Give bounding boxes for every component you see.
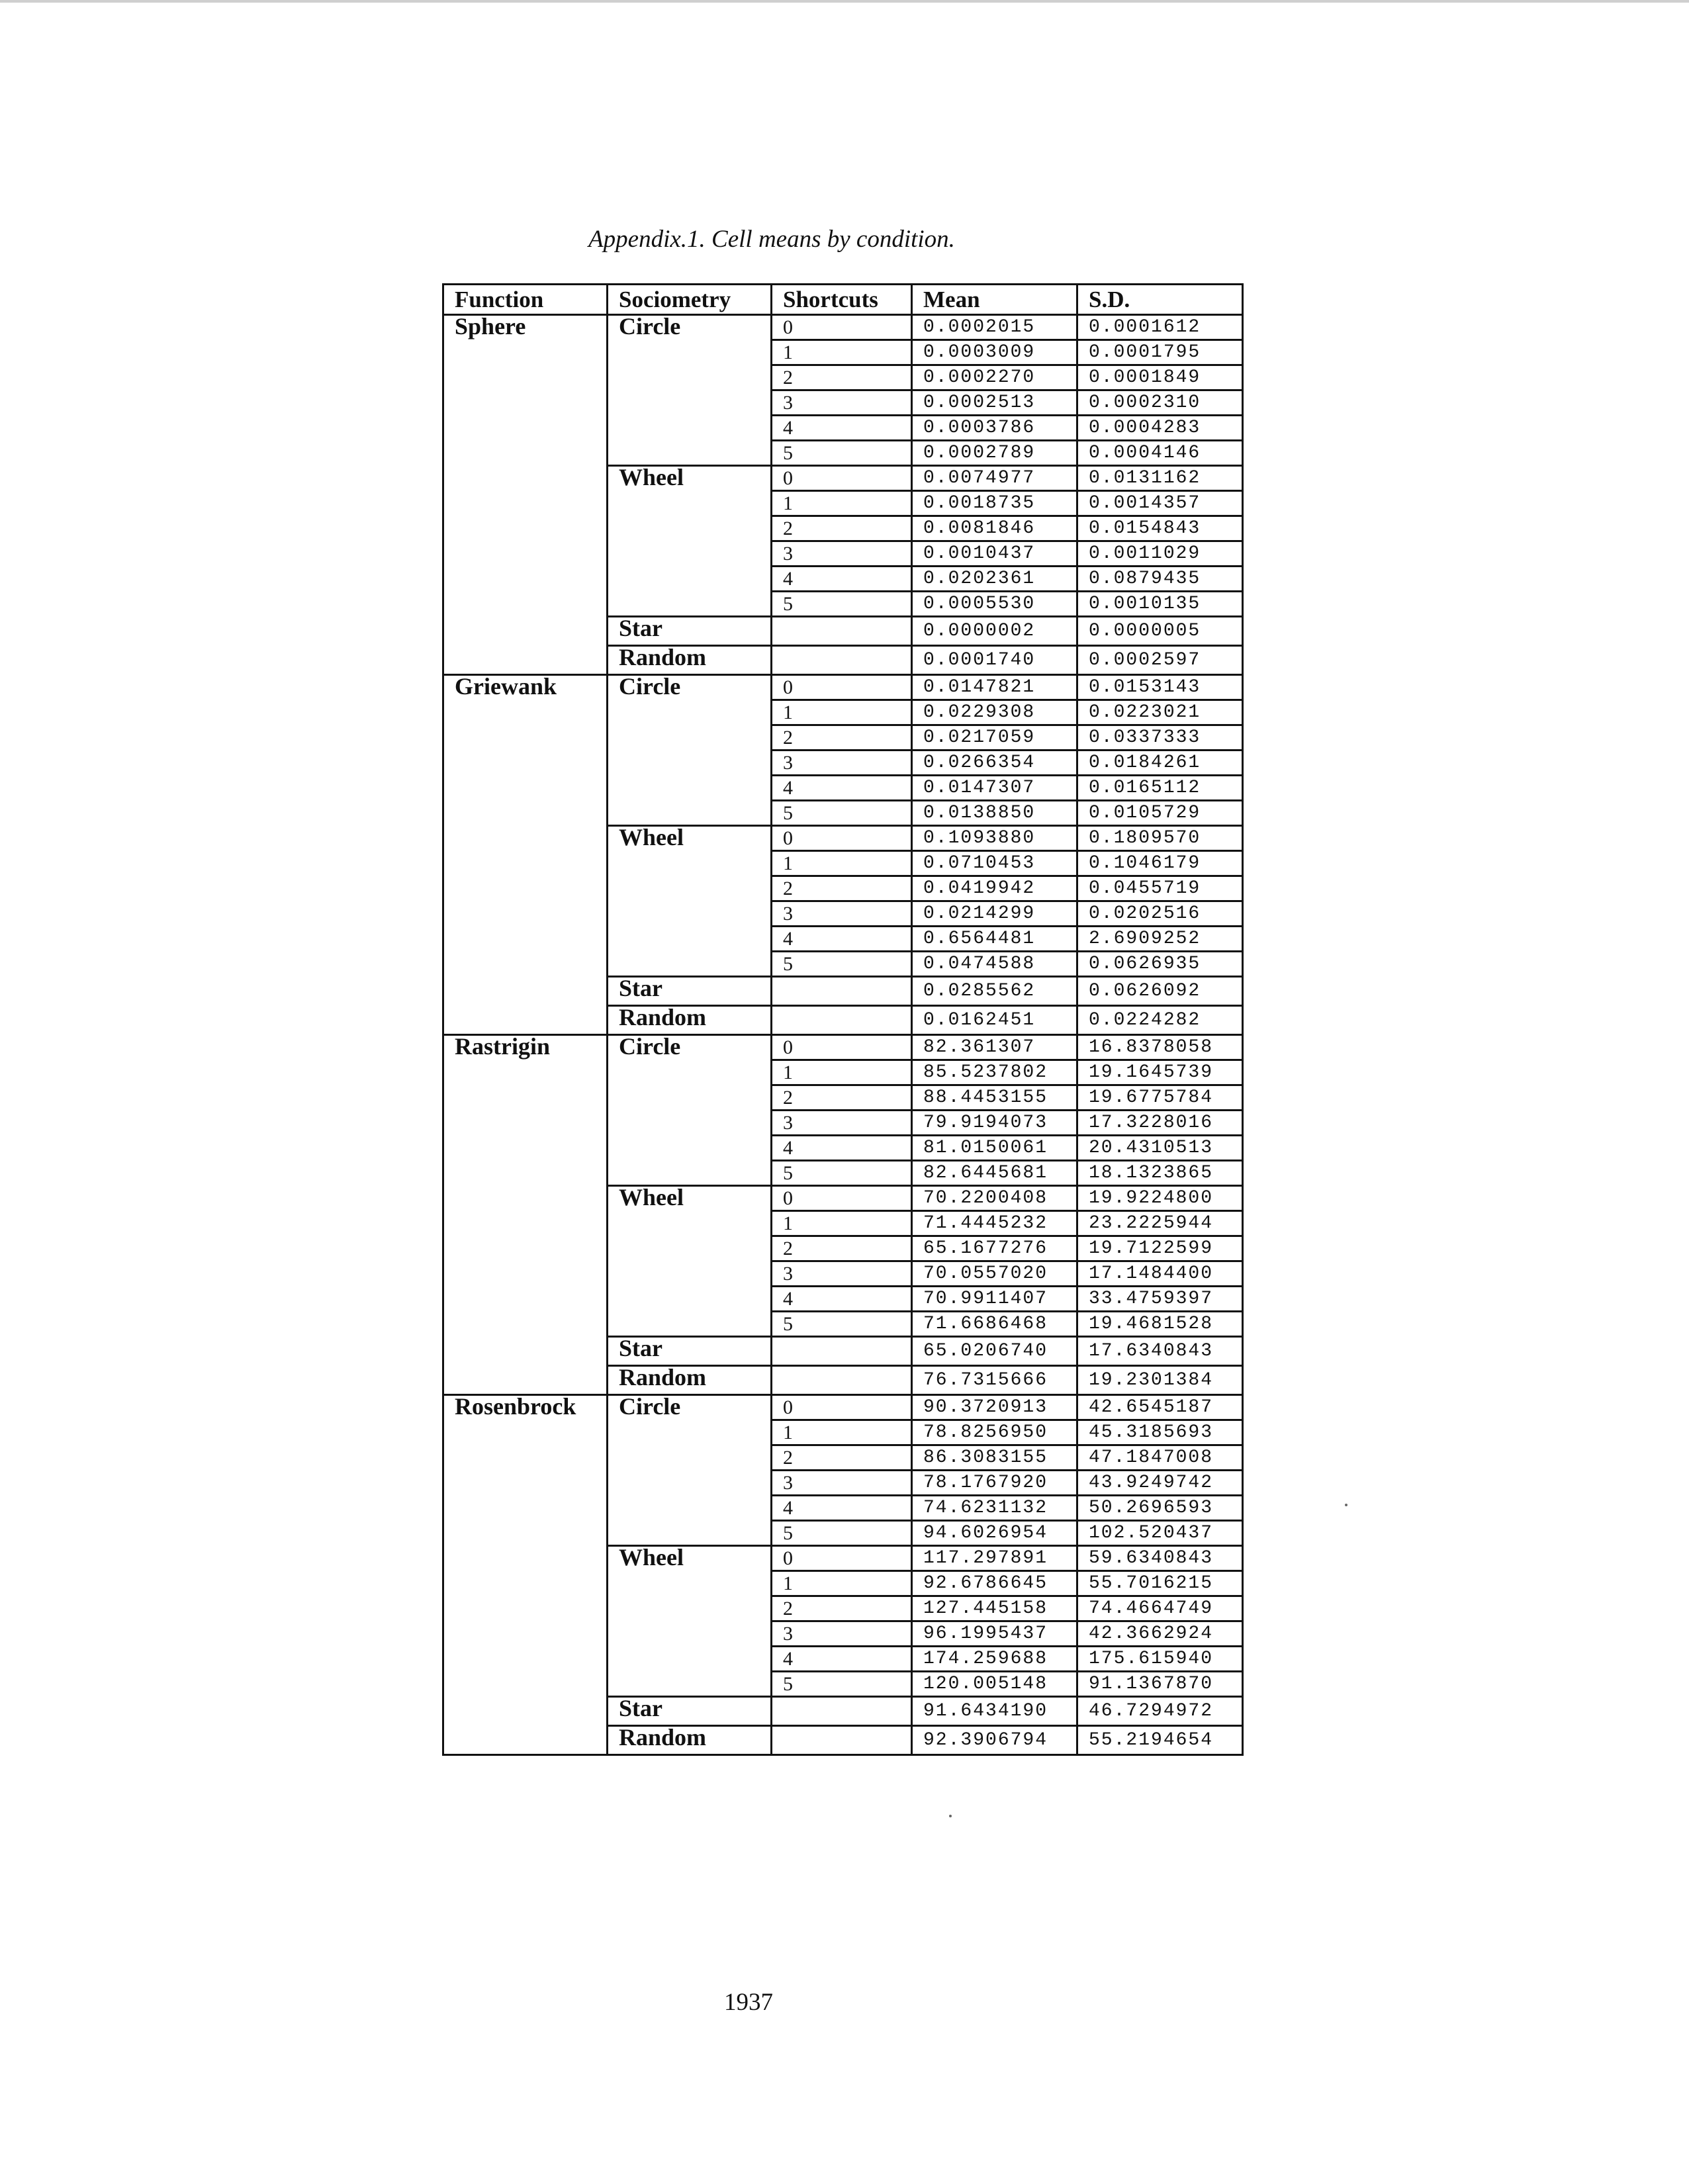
header-shortcuts: Shortcuts xyxy=(772,285,912,315)
sociometry-cell: Star xyxy=(608,617,772,646)
sociometry-cell: Wheel xyxy=(608,826,772,977)
mean-cell: 76.7315666 xyxy=(912,1366,1077,1395)
mean-cell: 0.0001740 xyxy=(912,646,1077,675)
sd-cell: 74.4664749 xyxy=(1077,1596,1243,1621)
mean-cell: 0.0147307 xyxy=(912,776,1077,801)
shortcuts-cell xyxy=(772,617,912,646)
scan-speck xyxy=(949,1815,952,1817)
sd-cell: 0.0165112 xyxy=(1077,776,1243,801)
mean-cell: 70.9911407 xyxy=(912,1287,1077,1312)
sd-cell: 175.615940 xyxy=(1077,1647,1243,1672)
scan-speck xyxy=(1345,1504,1347,1506)
mean-cell: 74.6231132 xyxy=(912,1496,1077,1521)
mean-cell: 82.361307 xyxy=(912,1035,1077,1060)
sd-cell: 0.0001849 xyxy=(1077,365,1243,390)
top-rule xyxy=(0,0,1689,3)
mean-cell: 70.0557020 xyxy=(912,1261,1077,1287)
mean-cell: 86.3083155 xyxy=(912,1445,1077,1471)
sd-cell: 47.1847008 xyxy=(1077,1445,1243,1471)
shortcuts-cell: 5 xyxy=(772,1312,912,1337)
mean-cell: 0.0419942 xyxy=(912,876,1077,901)
sd-cell: 19.9224800 xyxy=(1077,1186,1243,1211)
sociometry-cell: Star xyxy=(608,1337,772,1366)
shortcuts-cell xyxy=(772,1697,912,1726)
mean-cell: 92.6786645 xyxy=(912,1571,1077,1596)
sd-cell: 17.3228016 xyxy=(1077,1111,1243,1136)
mean-cell: 120.005148 xyxy=(912,1672,1077,1697)
mean-cell: 79.9194073 xyxy=(912,1111,1077,1136)
sd-cell: 55.2194654 xyxy=(1077,1726,1243,1755)
sd-cell: 0.0879435 xyxy=(1077,567,1243,592)
mean-cell: 96.1995437 xyxy=(912,1621,1077,1647)
shortcuts-cell: 0 xyxy=(772,675,912,700)
mean-cell: 117.297891 xyxy=(912,1546,1077,1571)
mean-cell: 81.0150061 xyxy=(912,1136,1077,1161)
mean-cell: 0.0010437 xyxy=(912,541,1077,567)
shortcuts-cell: 1 xyxy=(772,1420,912,1445)
mean-cell: 0.0000002 xyxy=(912,617,1077,646)
shortcuts-cell: 2 xyxy=(772,876,912,901)
shortcuts-cell: 3 xyxy=(772,541,912,567)
table-row xyxy=(443,1395,1243,1420)
shortcuts-cell: 2 xyxy=(772,725,912,751)
sociometry-cell: Circle xyxy=(608,1395,772,1546)
sd-cell: 0.0626935 xyxy=(1077,952,1243,977)
sociometry-cell: Wheel xyxy=(608,1186,772,1337)
shortcuts-cell: 3 xyxy=(772,1111,912,1136)
sd-cell: 19.2301384 xyxy=(1077,1366,1243,1395)
shortcuts-cell: 5 xyxy=(772,1672,912,1697)
mean-cell: 65.0206740 xyxy=(912,1337,1077,1366)
sd-cell: 0.0014357 xyxy=(1077,491,1243,516)
mean-cell: 78.8256950 xyxy=(912,1420,1077,1445)
sd-cell: 59.6340843 xyxy=(1077,1546,1243,1571)
shortcuts-cell xyxy=(772,1006,912,1035)
function-cell: Rastrigin xyxy=(443,1035,608,1395)
sd-cell: 17.6340843 xyxy=(1077,1337,1243,1366)
sociometry-cell: Random xyxy=(608,1726,772,1755)
sociometry-cell: Wheel xyxy=(608,466,772,617)
shortcuts-cell: 0 xyxy=(772,1546,912,1571)
mean-cell: 0.0002789 xyxy=(912,441,1077,466)
mean-cell: 127.445158 xyxy=(912,1596,1077,1621)
sd-cell: 42.6545187 xyxy=(1077,1395,1243,1420)
sd-cell: 19.6775784 xyxy=(1077,1085,1243,1111)
header-row xyxy=(443,285,1243,315)
table-row xyxy=(443,1035,1243,1060)
header-sd: S.D. xyxy=(1077,285,1243,315)
mean-cell: 0.0147821 xyxy=(912,675,1077,700)
mean-cell: 0.0002513 xyxy=(912,390,1077,416)
mean-cell: 71.4445232 xyxy=(912,1211,1077,1236)
mean-cell: 65.1677276 xyxy=(912,1236,1077,1261)
shortcuts-cell: 3 xyxy=(772,1471,912,1496)
shortcuts-cell: 2 xyxy=(772,1445,912,1471)
sd-cell: 43.9249742 xyxy=(1077,1471,1243,1496)
shortcuts-cell: 0 xyxy=(772,1186,912,1211)
page-number: 1937 xyxy=(724,1989,773,2016)
shortcuts-cell: 0 xyxy=(772,826,912,851)
header-mean: Mean xyxy=(912,285,1077,315)
sd-cell: 20.4310513 xyxy=(1077,1136,1243,1161)
sd-cell: 0.0010135 xyxy=(1077,592,1243,617)
sd-cell: 0.0105729 xyxy=(1077,801,1243,826)
mean-cell: 94.6026954 xyxy=(912,1521,1077,1546)
shortcuts-cell: 2 xyxy=(772,1236,912,1261)
shortcuts-cell: 1 xyxy=(772,1060,912,1085)
mean-cell: 0.0202361 xyxy=(912,567,1077,592)
mean-cell: 92.3906794 xyxy=(912,1726,1077,1755)
shortcuts-cell: 0 xyxy=(772,315,912,340)
mean-cell: 0.0003786 xyxy=(912,416,1077,441)
shortcuts-cell: 5 xyxy=(772,592,912,617)
header-function: Function xyxy=(443,285,608,315)
mean-cell: 0.0229308 xyxy=(912,700,1077,725)
mean-cell: 0.0003009 xyxy=(912,340,1077,365)
mean-cell: 0.1093880 xyxy=(912,826,1077,851)
sd-cell: 0.0337333 xyxy=(1077,725,1243,751)
sd-cell: 0.1809570 xyxy=(1077,826,1243,851)
shortcuts-cell: 2 xyxy=(772,1596,912,1621)
header-sociometry: Sociometry xyxy=(608,285,772,315)
shortcuts-cell: 2 xyxy=(772,516,912,541)
shortcuts-cell: 5 xyxy=(772,952,912,977)
shortcuts-cell xyxy=(772,1337,912,1366)
mean-cell: 0.0002015 xyxy=(912,315,1077,340)
sd-cell: 0.0001795 xyxy=(1077,340,1243,365)
sociometry-cell: Random xyxy=(608,1366,772,1395)
sd-cell: 0.0223021 xyxy=(1077,700,1243,725)
sd-cell: 55.7016215 xyxy=(1077,1571,1243,1596)
shortcuts-cell: 1 xyxy=(772,340,912,365)
mean-cell: 85.5237802 xyxy=(912,1060,1077,1085)
shortcuts-cell: 1 xyxy=(772,1571,912,1596)
sd-cell: 19.7122599 xyxy=(1077,1236,1243,1261)
mean-cell: 0.0138850 xyxy=(912,801,1077,826)
mean-cell: 174.259688 xyxy=(912,1647,1077,1672)
shortcuts-cell: 4 xyxy=(772,1647,912,1672)
sd-cell: 19.4681528 xyxy=(1077,1312,1243,1337)
sociometry-cell: Star xyxy=(608,977,772,1006)
mean-cell: 82.6445681 xyxy=(912,1161,1077,1186)
sd-cell: 23.2225944 xyxy=(1077,1211,1243,1236)
sd-cell: 0.1046179 xyxy=(1077,851,1243,876)
sociometry-cell: Circle xyxy=(608,1035,772,1186)
mean-cell: 90.3720913 xyxy=(912,1395,1077,1420)
shortcuts-cell: 3 xyxy=(772,390,912,416)
shortcuts-cell: 2 xyxy=(772,365,912,390)
sd-cell: 0.0202516 xyxy=(1077,901,1243,927)
sd-cell: 91.1367870 xyxy=(1077,1672,1243,1697)
mean-cell: 0.0710453 xyxy=(912,851,1077,876)
sd-cell: 0.0011029 xyxy=(1077,541,1243,567)
mean-cell: 0.0074977 xyxy=(912,466,1077,491)
shortcuts-cell xyxy=(772,1726,912,1755)
shortcuts-cell xyxy=(772,977,912,1006)
shortcuts-cell: 1 xyxy=(772,1211,912,1236)
sd-cell: 42.3662924 xyxy=(1077,1621,1243,1647)
sociometry-cell: Star xyxy=(608,1697,772,1726)
mean-cell: 0.0214299 xyxy=(912,901,1077,927)
shortcuts-cell: 1 xyxy=(772,851,912,876)
mean-cell: 0.0018735 xyxy=(912,491,1077,516)
shortcuts-cell: 4 xyxy=(772,567,912,592)
sd-cell: 18.1323865 xyxy=(1077,1161,1243,1186)
sociometry-cell: Random xyxy=(608,1006,772,1035)
sd-cell: 50.2696593 xyxy=(1077,1496,1243,1521)
table-row xyxy=(443,675,1243,700)
shortcuts-cell: 0 xyxy=(772,1395,912,1420)
mean-cell: 0.0474588 xyxy=(912,952,1077,977)
shortcuts-cell: 0 xyxy=(772,1035,912,1060)
shortcuts-cell: 5 xyxy=(772,801,912,826)
sd-cell: 17.1484400 xyxy=(1077,1261,1243,1287)
shortcuts-cell: 5 xyxy=(772,441,912,466)
shortcuts-cell: 3 xyxy=(772,1621,912,1647)
sd-cell: 46.7294972 xyxy=(1077,1697,1243,1726)
mean-cell: 0.0285562 xyxy=(912,977,1077,1006)
table-row xyxy=(443,315,1243,340)
function-cell: Sphere xyxy=(443,315,608,675)
sd-cell: 0.0131162 xyxy=(1077,466,1243,491)
sd-cell: 102.520437 xyxy=(1077,1521,1243,1546)
sociometry-cell: Wheel xyxy=(608,1546,772,1697)
mean-cell: 0.0162451 xyxy=(912,1006,1077,1035)
mean-cell: 78.1767920 xyxy=(912,1471,1077,1496)
shortcuts-cell: 2 xyxy=(772,1085,912,1111)
shortcuts-cell: 3 xyxy=(772,751,912,776)
sociometry-cell: Circle xyxy=(608,315,772,466)
mean-cell: 88.4453155 xyxy=(912,1085,1077,1111)
sd-cell: 0.0154843 xyxy=(1077,516,1243,541)
shortcuts-cell: 0 xyxy=(772,466,912,491)
sociometry-cell: Random xyxy=(608,646,772,675)
mean-cell: 71.6686468 xyxy=(912,1312,1077,1337)
sd-cell: 0.0004146 xyxy=(1077,441,1243,466)
sd-cell: 33.4759397 xyxy=(1077,1287,1243,1312)
mean-cell: 0.0005530 xyxy=(912,592,1077,617)
sd-cell: 45.3185693 xyxy=(1077,1420,1243,1445)
shortcuts-cell: 1 xyxy=(772,491,912,516)
shortcuts-cell xyxy=(772,646,912,675)
shortcuts-cell: 5 xyxy=(772,1521,912,1546)
sd-cell: 19.1645739 xyxy=(1077,1060,1243,1085)
cell-means-table xyxy=(442,283,1244,1756)
sd-cell: 0.0000005 xyxy=(1077,617,1243,646)
sociometry-cell: Circle xyxy=(608,675,772,826)
sd-cell: 0.0002310 xyxy=(1077,390,1243,416)
function-cell: Griewank xyxy=(443,675,608,1035)
shortcuts-cell: 4 xyxy=(772,1136,912,1161)
sd-cell: 0.0153143 xyxy=(1077,675,1243,700)
shortcuts-cell: 4 xyxy=(772,776,912,801)
shortcuts-cell: 4 xyxy=(772,927,912,952)
sd-cell: 0.0626092 xyxy=(1077,977,1243,1006)
sd-cell: 0.0455719 xyxy=(1077,876,1243,901)
mean-cell: 0.0266354 xyxy=(912,751,1077,776)
shortcuts-cell: 5 xyxy=(772,1161,912,1186)
sd-cell: 0.0004283 xyxy=(1077,416,1243,441)
mean-cell: 70.2200408 xyxy=(912,1186,1077,1211)
table-caption: Appendix.1. Cell means by condition. xyxy=(588,226,955,253)
sd-cell: 2.6909252 xyxy=(1077,927,1243,952)
sd-cell: 0.0184261 xyxy=(1077,751,1243,776)
shortcuts-cell xyxy=(772,1366,912,1395)
sd-cell: 16.8378058 xyxy=(1077,1035,1243,1060)
function-cell: Rosenbrock xyxy=(443,1395,608,1755)
shortcuts-cell: 3 xyxy=(772,901,912,927)
sd-cell: 0.0002597 xyxy=(1077,646,1243,675)
shortcuts-cell: 1 xyxy=(772,700,912,725)
table-body xyxy=(443,315,1243,1755)
mean-cell: 0.0081846 xyxy=(912,516,1077,541)
mean-cell: 0.0217059 xyxy=(912,725,1077,751)
shortcuts-cell: 4 xyxy=(772,416,912,441)
mean-cell: 0.0002270 xyxy=(912,365,1077,390)
shortcuts-cell: 4 xyxy=(772,1287,912,1312)
mean-cell: 0.6564481 xyxy=(912,927,1077,952)
shortcuts-cell: 3 xyxy=(772,1261,912,1287)
mean-cell: 91.6434190 xyxy=(912,1697,1077,1726)
sd-cell: 0.0001612 xyxy=(1077,315,1243,340)
sd-cell: 0.0224282 xyxy=(1077,1006,1243,1035)
shortcuts-cell: 4 xyxy=(772,1496,912,1521)
